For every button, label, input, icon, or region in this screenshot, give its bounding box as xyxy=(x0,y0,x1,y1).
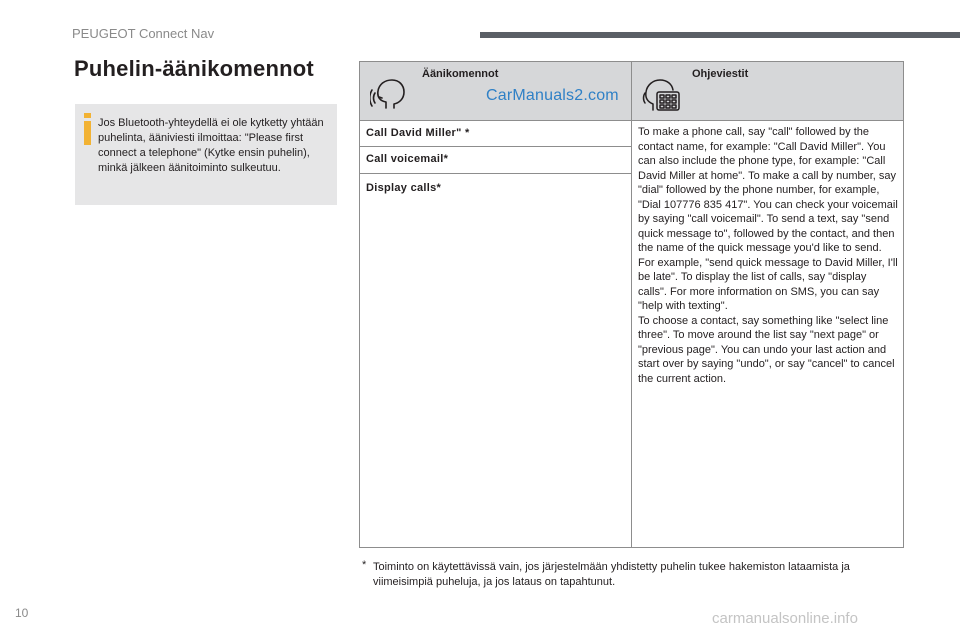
header-bar xyxy=(480,32,960,38)
info-box xyxy=(75,104,337,205)
footnote-text: Toiminto on käytettävissä vain, jos järjestelmään yhdistetty puhelin tukee hakemiston lataamista ja viimeisimpiä puheluja, ja jos lataus on tapahtunut. xyxy=(373,561,850,588)
footnote-mark: * xyxy=(362,559,367,571)
site-watermark: carmanualsonline.info xyxy=(712,610,858,627)
table-row xyxy=(360,147,631,174)
info-icon xyxy=(84,113,91,145)
command-call-contact: Call David Miller" * xyxy=(366,127,470,139)
command-display-calls: Display calls* xyxy=(366,182,442,194)
table-row xyxy=(360,121,631,147)
info-text: Jos Bluetooth-yhteydellä ei ole kytketty yhtään puhelinta, ääniviesti ilmoittaa: "Please first connect a telephone" (Kytke ensin puhelin), minkä jälkeen äänitoiminto sulkeutuu. xyxy=(98,117,324,174)
command-call-voicemail: Call voicemail* xyxy=(366,153,449,165)
col-header-help: Ohjeviestit xyxy=(692,68,749,80)
page-heading: Puhelin-äänikomennot xyxy=(74,56,314,81)
watermark: CarManuals2.com xyxy=(486,87,619,104)
phone-keypad-icon xyxy=(641,72,683,112)
help-message-text: To make a phone call, say "call" followed by the contact name, for example: "Call David Miller". You can also include the phone type, for example: "Call David Miller at home". To make a call by number, say "dial" followed by the phone number, for example, "Dial 107776 835 417". You can check your voicemail by saying "call voicemail". To send a text, say "send quick message to", followed by the contact, and then the name of the quick message you'd like to send. For example, "send quick message to David Miller, I'll be late". To display the list of calls, say "display calls". For more information on SMS, you can say "help with texting". To choose a contact, say something like "select line three". To move around the list say "next page" or "previous page". You can undo your last action and start over by saying "undo", or say "cancel" to cancel the current action. xyxy=(638,126,898,385)
header-title: PEUGEOT Connect Nav xyxy=(72,26,215,41)
voice-commands-table xyxy=(359,61,904,548)
voice-command-icon xyxy=(370,72,408,112)
column-divider xyxy=(631,62,632,547)
col-header-voice: Äänikomennot xyxy=(422,68,499,80)
page-number: 10 xyxy=(15,606,29,620)
